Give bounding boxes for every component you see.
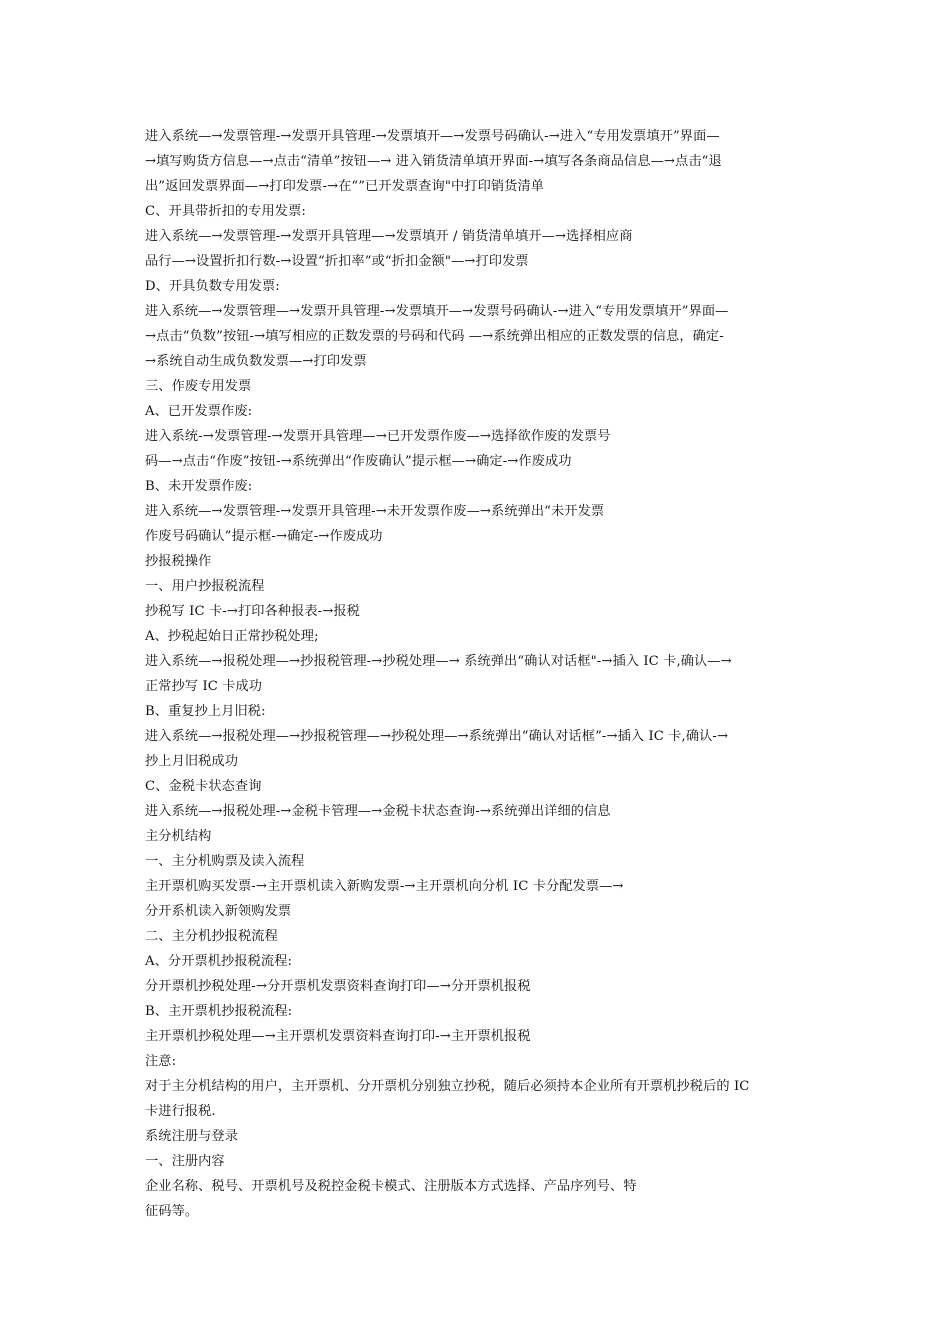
text-line: →填写购货方信息—→点击“清单”按钮—→ 进入销货清单填开界面-→填写各条商品信息—→点击“退 (145, 154, 722, 169)
text-line: 分开系机读入新领购发票 (145, 904, 292, 919)
section-heading: B、重复抄上月旧税: (145, 704, 266, 719)
note-label: 注意: (145, 1054, 177, 1069)
text-line: 进入系统-→发票管理-→发票开具管理—→已开发票作废—→选择欲作废的发票号 (145, 429, 611, 444)
text-line: 码—→点击“作废”按钮-→系统弹出“作废确认”提示框—→确定-→作废成功 (145, 454, 572, 469)
section-heading: 二、主分机抄报税流程 (145, 929, 278, 944)
text-line: 进入系统—→报税处理—→抄报税管理—→抄税处理—→系统弹出“确认对话框”-→插入 IC 卡,确认-→ (145, 729, 729, 744)
section-heading: C、金税卡状态查询 (145, 779, 262, 794)
text-line: 进入系统—→报税处理—→抄报税管理-→抄税处理—→ 系统弹出“确认对话框"-→插入 IC 卡,确认—→ (145, 654, 732, 669)
text-line: 出”返回发票界面—→打印发票-→在“”已开发票查询"中打印销货清单 (145, 179, 545, 194)
text-line: 卡进行报税. (145, 1104, 216, 1119)
text-line: 企业名称、税号、开票机号及税控金税卡模式、注册版本方式选择、产品序列号、特 (145, 1179, 637, 1194)
section-heading: 三、作废专用发票 (145, 379, 252, 394)
text-line: →系统自动生成负数发票—→打印发票 (145, 354, 367, 369)
document-body (145, 124, 815, 1224)
section-heading: 一、用户抄报税流程 (145, 579, 265, 594)
text-line: 进入系统—→发票管理-→发票开具管理-→未开发票作废—→系统弹出“未开发票 (145, 504, 605, 519)
text-line: 进入系统—→发票管理-→发票开具管理-→发票填开—→发票号码确认-→进入“专用发票填开”界面— (145, 129, 720, 144)
text-line: 正常抄写 IC 卡成功 (145, 679, 263, 694)
section-heading: A、分开票机抄报税流程: (145, 954, 293, 969)
section-title: 主分机结构 (145, 829, 212, 844)
text-line: 分开票机抄税处理-→分开票机发票资料查询打印—→分开票机报税 (145, 979, 531, 994)
section-heading: C、开具带折扣的专用发票: (145, 204, 306, 219)
text-line: 主开票机购买发票-→主开票机读入新购发票-→主开票机向分机 IC 卡分配发票—→ (145, 879, 624, 894)
section-heading: A、已开发票作废: (145, 404, 253, 419)
text-line: 作废号码确认”提示框-→确定-→作废成功 (145, 529, 383, 544)
text-line: 征码等。 (145, 1204, 199, 1219)
section-heading: D、开具负数专用发票: (145, 279, 280, 294)
text-line: 抄税写 IC 卡-→打印各种报表-→报税 (145, 604, 360, 619)
text-line: 进入系统—→发票管理—→发票开具管理-→发票填开—→发票号码确认-→进入“专用发票填开”界面— (145, 304, 729, 319)
text-line: 主开票机抄税处理—→主开票机发票资料查询打印-→主开票机报税 (145, 1029, 531, 1044)
section-heading: B、主开票机抄报税流程: (145, 1004, 293, 1019)
section-heading: B、未开发票作废: (145, 479, 253, 494)
text-line: →点击“负数”按钮-→填写相应的正数发票的号码和代码 —→系统弹出相应的正数发票的信息，确定- (145, 329, 724, 344)
section-title: 系统注册与登录 (145, 1129, 239, 1144)
section-heading: 一、注册内容 (145, 1154, 225, 1169)
text-line: 进入系统—→报税处理-→金税卡管理—→金税卡状态查询-→系统弹出详细的信息 (145, 804, 611, 819)
text-line: 对于主分机结构的用户，主开票机、分开票机分别独立抄税，随后必须持本企业所有开票机抄税后的 IC (145, 1079, 750, 1094)
text-line: 抄上月旧税成功 (145, 754, 239, 769)
section-heading: A、抄税起始日正常抄税处理; (145, 629, 319, 644)
section-heading: 一、主分机购票及读入流程 (145, 854, 305, 869)
section-title: 抄报税操作 (145, 554, 212, 569)
text-line: 进入系统—→发票管理-→发票开具管理—→发票填开 / 销货清单填开—→选择相应商 (145, 229, 633, 244)
text-line: 品行—→设置折扣行数-→设置“折扣率”或“折扣金额"—→打印发票 (145, 254, 529, 269)
